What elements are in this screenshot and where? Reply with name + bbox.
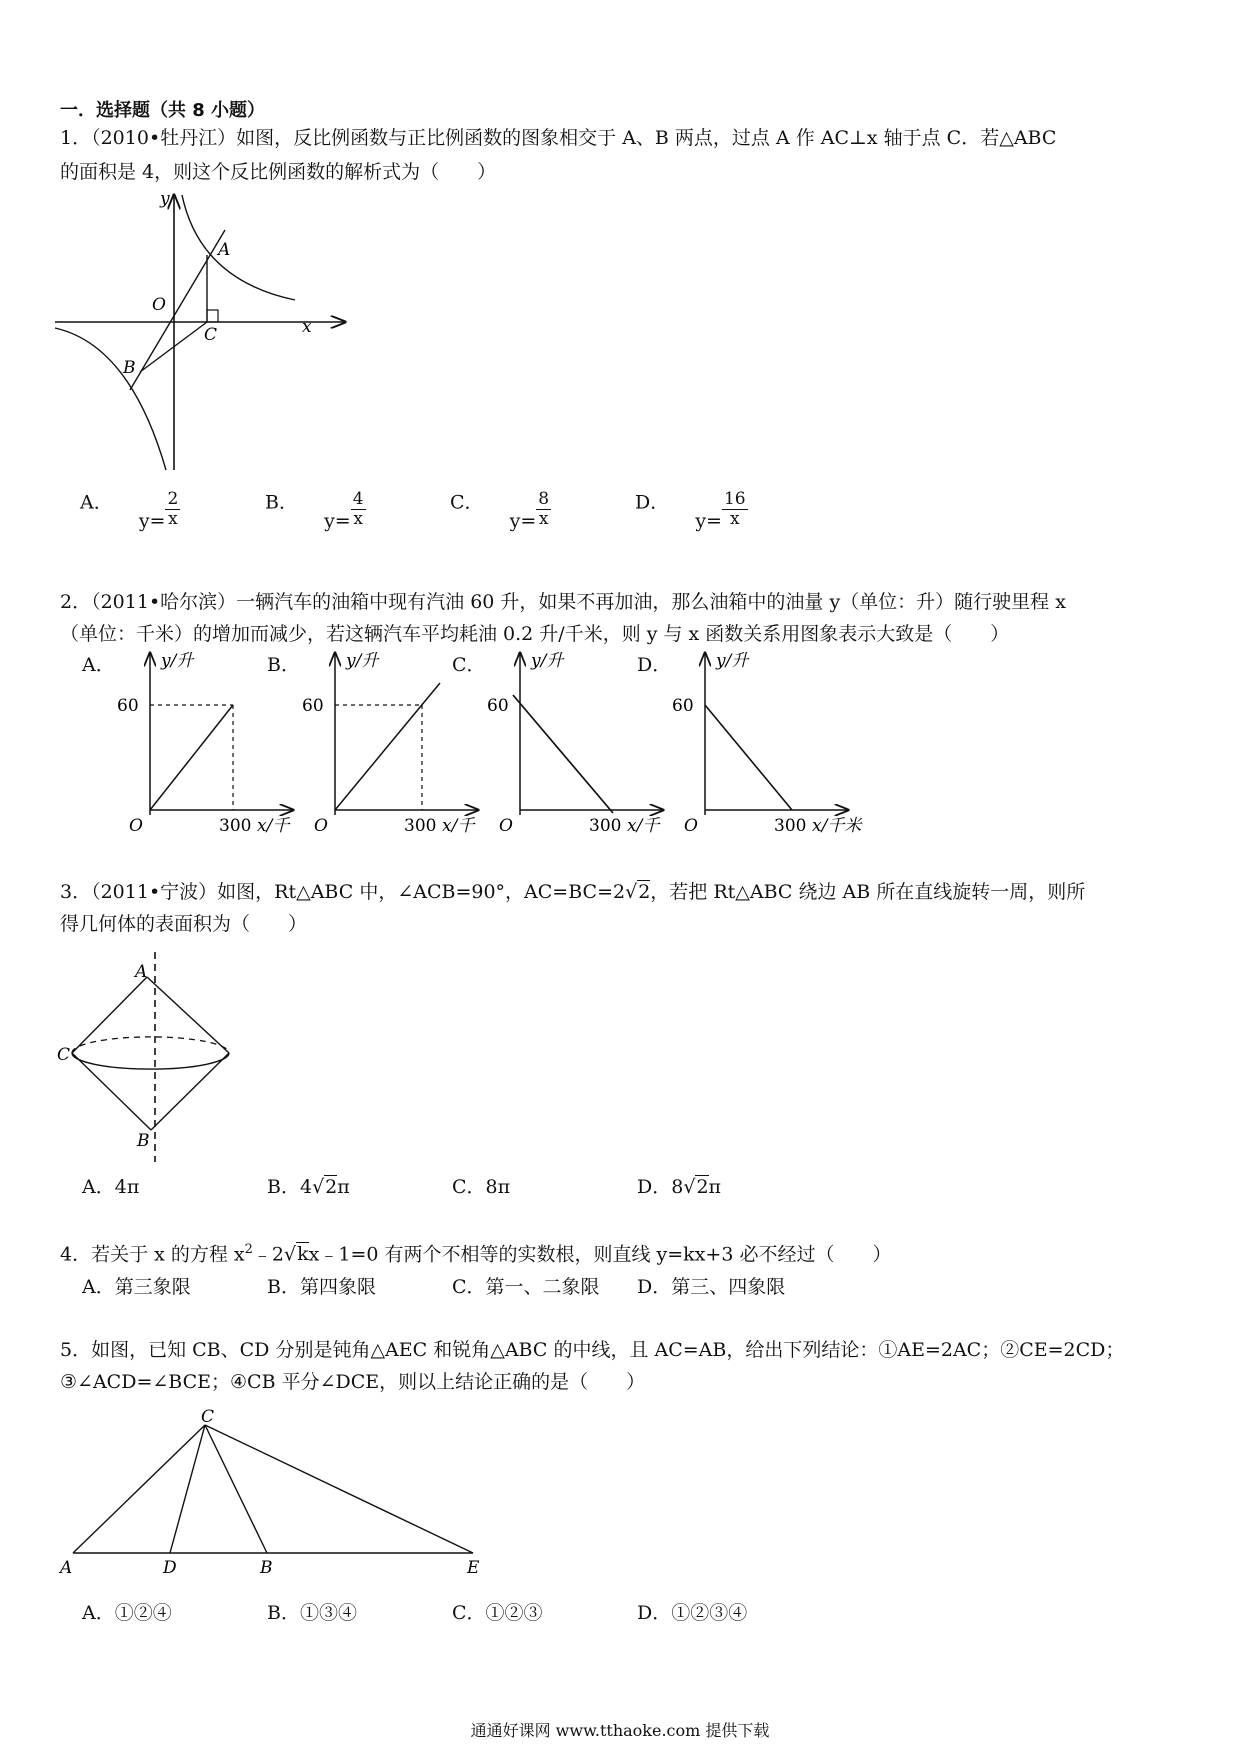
q4-stem-sup: 2	[244, 1242, 253, 1257]
q2-stem-line2: （单位：千米）的增加而减少，若这辆汽车平均耗油 0.2 升/千米，则 y 与 x 函数关系用图象表示大致是（ ）	[60, 623, 1010, 645]
q1-label-y: y	[160, 190, 170, 209]
q2-option-b-letter[interactable]: B．	[267, 654, 300, 676]
q2-graph-a-x-tick: 300	[219, 816, 252, 836]
q3-figure	[55, 950, 255, 1165]
q5-option-c[interactable]: C．①②③	[452, 1602, 543, 1624]
q3-option-a-letter: A．	[82, 1176, 115, 1198]
q2-graph-b-x-tick: 300	[404, 816, 437, 836]
q2-graph-d-y-label: y/升	[716, 651, 749, 671]
q2-graph-d	[670, 645, 880, 840]
q2-graph-b-line	[335, 683, 440, 810]
q2-graph-b-y-tick: 60	[302, 696, 324, 716]
q3-stem-line2: 得几何体的表面积为（ ）	[60, 913, 308, 935]
q2-graph-d-x-label: x/千米	[812, 816, 862, 836]
q1-option-c-num: 8	[538, 489, 550, 509]
q3-option-b[interactable]: B．4√2π	[267, 1176, 350, 1198]
q2-option-c-letter[interactable]: C．	[452, 654, 486, 676]
q3-option-d-rad: 2	[696, 1176, 709, 1198]
q4-stem-pre: 4．若关于 x 的方程 x	[60, 1243, 245, 1266]
q1-option-c-letter: C．	[450, 491, 484, 514]
q2-graph-c-x-label: x/千	[627, 816, 660, 836]
q2-graph-d-line	[705, 705, 792, 810]
q5-option-d[interactable]: D．①②③④	[637, 1602, 748, 1624]
q4-stem-rad: k	[297, 1243, 309, 1266]
q3-option-c-letter: C．	[452, 1176, 486, 1198]
q1-option-c-den: x	[538, 509, 549, 529]
q1-figure	[50, 190, 360, 475]
q3-stem-line1-post: ，若把 Rt△ABC 绕边 AB 所在直线旋转一周，则所	[650, 881, 1086, 903]
q5-label-d: D	[163, 1558, 177, 1578]
q3-option-b-rad: 2	[325, 1176, 338, 1198]
q3-option-d-letter: D．	[637, 1176, 672, 1198]
q5-stem-line1: 5．如图，已知 CB、CD 分别是钝角△AEC 和锐角△ABC 的中线，且 AC=AB，给出下列结论：①AE=2AC；②CE=2CD；	[60, 1339, 1125, 1361]
q3-stem-line1-pre: 3．（2011•宁波）如图，Rt△ABC 中，∠ACB=90°，AC=BC=2	[60, 881, 626, 903]
q2-graph-d-origin: O	[684, 816, 698, 836]
q2-graph-c-y-tick: 60	[487, 696, 509, 716]
q1-option-b[interactable]	[265, 484, 366, 532]
q2-graph-c	[485, 645, 685, 840]
q5-label-b: B	[260, 1558, 273, 1578]
q5-option-a[interactable]: A．①②④	[82, 1602, 172, 1624]
q2-stem-line1: 2．（2011•哈尔滨）一辆汽车的油箱中现有汽油 60 升，如果不再加油，那么油箱中的油量 y（单位：升）随行驶里程 x	[60, 591, 1066, 613]
q2-option-a-letter[interactable]: A．	[82, 654, 115, 676]
q3-label-a: A	[135, 962, 148, 982]
q3-option-d-post: π	[708, 1176, 722, 1198]
q2-graph-a-origin: O	[129, 816, 143, 836]
q1-option-d-letter: D．	[635, 491, 670, 514]
q2-graph-a-line	[150, 705, 233, 810]
q4-option-c[interactable]: C．第一、二象限	[452, 1276, 600, 1298]
q1-option-d-num: 16	[723, 489, 746, 509]
q1-label-c: C	[204, 325, 218, 345]
q2-graph-a	[115, 645, 315, 840]
q1-label-b: B	[123, 358, 136, 378]
q4-stem: 4．若关于 x 的方程 $x^2﹣2√kx﹣1=0$ 有两个不相等的实数根，则直线 y=kx+3 必不经过（ ）	[60, 1242, 892, 1266]
q1-option-c[interactable]	[450, 484, 551, 532]
q2-graph-c-line	[513, 695, 613, 813]
q1-option-d-den: x	[730, 509, 740, 529]
q1-option-b-lhs: y=	[324, 509, 351, 532]
q5-label-e: E	[467, 1558, 480, 1578]
q4-option-d[interactable]: D．第三、四象限	[637, 1276, 786, 1298]
q2-option-d-letter[interactable]: D．	[637, 654, 672, 676]
q1-label-x: x	[302, 317, 312, 337]
q1-option-a-num: 2	[167, 489, 179, 509]
q2-graph-d-y-tick: 60	[672, 696, 694, 716]
q5-segment-ce	[205, 1425, 473, 1553]
q2-graph-c-origin: O	[499, 816, 513, 836]
q5-segment-ca	[73, 1425, 205, 1553]
q1-option-a[interactable]	[80, 484, 180, 532]
section-title: 一．选择题（共 8 小题）	[60, 100, 266, 121]
q1-option-a-letter: A．	[80, 491, 113, 514]
q2-graph-c-y-label: y/升	[531, 651, 564, 671]
q1-option-d[interactable]	[635, 484, 748, 532]
q1-label-o: O	[152, 295, 166, 315]
q4-option-b[interactable]: B．第四象限	[267, 1276, 376, 1298]
q3-stem-line1-rad: 2	[638, 881, 651, 903]
q2-graph-c-x-tick: 300	[589, 816, 622, 836]
q1-option-a-den: x	[168, 509, 178, 529]
q1-right-angle-mark	[207, 310, 218, 322]
q1-stem-line1: 1．（2010•牡丹江）如图，反比例函数与正比例函数的图象相交于 A、B 两点，过点 A 作 AC⊥x 轴于点 C．若△ABC	[60, 127, 1057, 149]
q2-graph-b-origin: O	[314, 816, 328, 836]
q3-option-b-post: π	[337, 1176, 350, 1198]
q1-option-d-lhs: y=	[695, 509, 722, 532]
q3-option-d-pre: 8	[671, 1176, 684, 1198]
q1-option-b-den: x	[353, 509, 363, 529]
q2-graph-b-y-label: y/升	[346, 651, 379, 671]
q3-option-a-value: 4π	[114, 1176, 140, 1198]
q2-graph-d-x-tick: 300	[774, 816, 807, 836]
q4-stem-post: x﹣1=0 有两个不相等的实数根，则直线 y=kx+3 必不经过（ ）	[308, 1243, 892, 1266]
q1-option-b-num: 4	[352, 489, 364, 509]
q3-label-c: C	[57, 1045, 71, 1065]
q5-option-b[interactable]: B．①③④	[267, 1602, 357, 1624]
q5-figure	[55, 1405, 495, 1580]
q5-segment-cd	[170, 1425, 205, 1553]
q5-label-c: C	[201, 1407, 215, 1427]
q4-option-a[interactable]: A．第三象限	[82, 1276, 191, 1298]
q5-segment-cb	[205, 1425, 267, 1553]
q1-stem-line2: 的面积是 4，则这个反比例函数的解析式为（ ）	[60, 161, 497, 183]
q3-option-d[interactable]: D．8√2π	[637, 1176, 722, 1198]
q1-label-a: A	[218, 240, 231, 260]
q3-stem-line1: 3．（2011•宁波）如图，Rt△ABC 中，∠ACB=90°，AC=BC=2√2，若把 Rt△ABC 绕边 AB 所在直线旋转一周，则所	[60, 881, 1086, 903]
page-footer: 通通好课网 www.tthaoke.com 提供下载	[470, 1721, 770, 1740]
q2-graph-a-x-label: x/千	[257, 816, 290, 836]
q1-hyperbola-branch-1	[182, 195, 295, 300]
q3-option-c[interactable]	[452, 1172, 510, 1199]
q1-hyperbola-branch-2	[55, 328, 166, 470]
q1-option-c-lhs: y=	[509, 509, 537, 532]
q1-option-a-lhs: y=	[138, 509, 166, 532]
q2-graph-a-y-tick: 60	[117, 696, 139, 716]
q1-option-b-letter: B．	[265, 491, 298, 514]
q2-graph-a-y-label: y/升	[161, 651, 194, 671]
q5-stem-line2: ③∠ACD=∠BCE；④CB 平分∠DCE，则以上结论正确的是（ ）	[60, 1371, 646, 1393]
q2-graph-b-x-label: x/千	[442, 816, 475, 836]
q3-option-c-value: 8π	[485, 1176, 511, 1198]
q3-option-b-pre: 4	[299, 1176, 313, 1198]
q5-label-a: A	[60, 1558, 73, 1578]
q3-option-a[interactable]	[82, 1172, 139, 1199]
q3-label-b: B	[137, 1131, 150, 1151]
q4-stem-mid: ﹣2	[252, 1243, 285, 1266]
q3-option-b-letter: B．	[267, 1176, 300, 1198]
q2-graph-b	[300, 645, 500, 840]
